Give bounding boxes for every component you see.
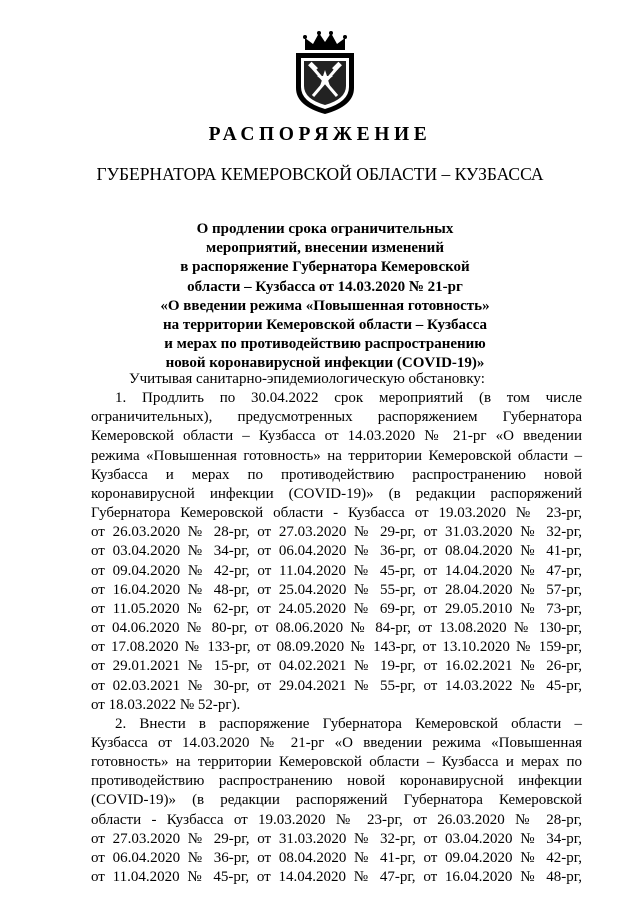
body-line: от 09.04.2020 № 42-рг, от 11.04.2020 № 45-рг, от 14.04.2020 № 47-рг,: [91, 562, 582, 579]
body-line: коронавирусной инфекции (COVID-19)» (в редакции распоряжений: [91, 485, 582, 502]
body-line: (COVID-19)» (в редакции распоряжений Губернатора Кемеровской: [91, 792, 582, 809]
heading-line: новой коронавирусной инфекции (COVID-19)»: [165, 355, 485, 372]
body-line: от 17.08.2020 № 133-рг, от 08.09.2020 № 143-рг, от 13.10.2020 № 159-рг,: [91, 639, 582, 656]
body-line: от 26.03.2020 № 28-рг, от 27.03.2020 № 29-рг, от 31.03.2020 № 32-рг,: [91, 524, 582, 541]
body-line: Кузбасса и мерах по противодействию распространению новой: [91, 466, 582, 483]
body-line: области - Кузбасса от 19.03.2020 № 23-рг, от 26.03.2020 № 28-рг,: [91, 811, 582, 828]
coat-of-arms-icon: [291, 30, 359, 116]
body-line: от 27.03.2020 № 29-рг, от 31.03.2020 № 32-рг, от 03.04.2020 № 34-рг,: [91, 830, 582, 847]
body-line: от 16.04.2020 № 48-рг, от 25.04.2020 № 55-рг, от 28.04.2020 № 57-рг,: [91, 581, 582, 598]
document-title: РАСПОРЯЖЕНИЕ: [208, 124, 432, 145]
heading-line: области – Кузбасса от 14.03.2020 № 21-рг: [187, 278, 463, 295]
body-line: готовность» на территории Кемеровской области – Кузбасса и мерах по: [91, 754, 582, 771]
heading-line: на территории Кемеровской области – Кузбасса: [162, 317, 488, 334]
body-line: Кемеровской области – Кузбасса от 14.03.2020 № 21-рг «О введении: [91, 428, 582, 445]
body-line: от 04.06.2020 № 80-рг, от 08.06.2020 № 84-рг, от 13.08.2020 № 130-рг,: [91, 620, 582, 637]
heading-line: и мерах по противодействию распространению: [164, 336, 486, 353]
body-line: 1. Продлить по 30.04.2022 срок мероприятий (в том числе: [115, 390, 582, 407]
document-body: [91, 370, 582, 887]
body-line: Учитывая санитарно-эпидемиологическую обстановку:: [129, 371, 485, 387]
body-line: от 03.04.2020 № 34-рг, от 06.04.2020 № 36-рг, от 08.04.2020 № 41-рг,: [91, 543, 582, 560]
body-line: режима «Повышенная готовность» на территории Кемеровской области –: [91, 447, 582, 464]
body-line: Губернатора Кемеровской области - Кузбасса от 19.03.2020 № 23-рг,: [91, 505, 582, 522]
heading-line: мероприятий, внесении изменений: [206, 240, 444, 257]
body-line: Кузбасса от 14.03.2020 № 21-рг «О введении режима «Повышенная: [91, 734, 582, 751]
body-line: от 29.01.2021 № 15-рг, от 04.02.2021 № 19-рг, от 16.02.2021 № 26-рг,: [91, 658, 582, 675]
body-line: противодействию распространению новой коронавирусной инфекции: [91, 773, 582, 790]
body-line: от 02.03.2021 № 30-рг, от 29.04.2021 № 55-рг, от 14.03.2022 № 45-рг,: [91, 677, 582, 694]
heading-line: О продлении срока ограничительных: [196, 221, 454, 237]
body-line: от 06.04.2020 № 36-рг, от 08.04.2020 № 41-рг, от 09.04.2020 № 42-рг,: [91, 849, 582, 866]
body-line: от 11.05.2020 № 62-рг, от 24.05.2020 № 69-рг, от 29.05.2010 № 73-рг,: [91, 600, 582, 617]
body-line: 2. Внести в распоряжение Губернатора Кемеровской области –: [115, 715, 582, 732]
body-line: от 18.03.2022 № 52-рг).: [91, 696, 241, 713]
heading-line: «О введении режима «Повышенная готовность»: [160, 297, 490, 314]
body-line: от 11.04.2020 № 45-рг, от 14.04.2020 № 47-рг, от 16.04.2020 № 48-рг,: [91, 869, 582, 886]
document-heading: [120, 220, 530, 374]
document-subtitle: ГУБЕРНАТОРА КЕМЕРОВСКОЙ ОБЛАСТИ – КУЗБАССА: [96, 164, 544, 184]
heading-line: в распоряжение Губернатора Кемеровской: [180, 259, 470, 276]
body-line: ограничительных), предусмотренных распоряжением Губернатора: [91, 409, 582, 426]
